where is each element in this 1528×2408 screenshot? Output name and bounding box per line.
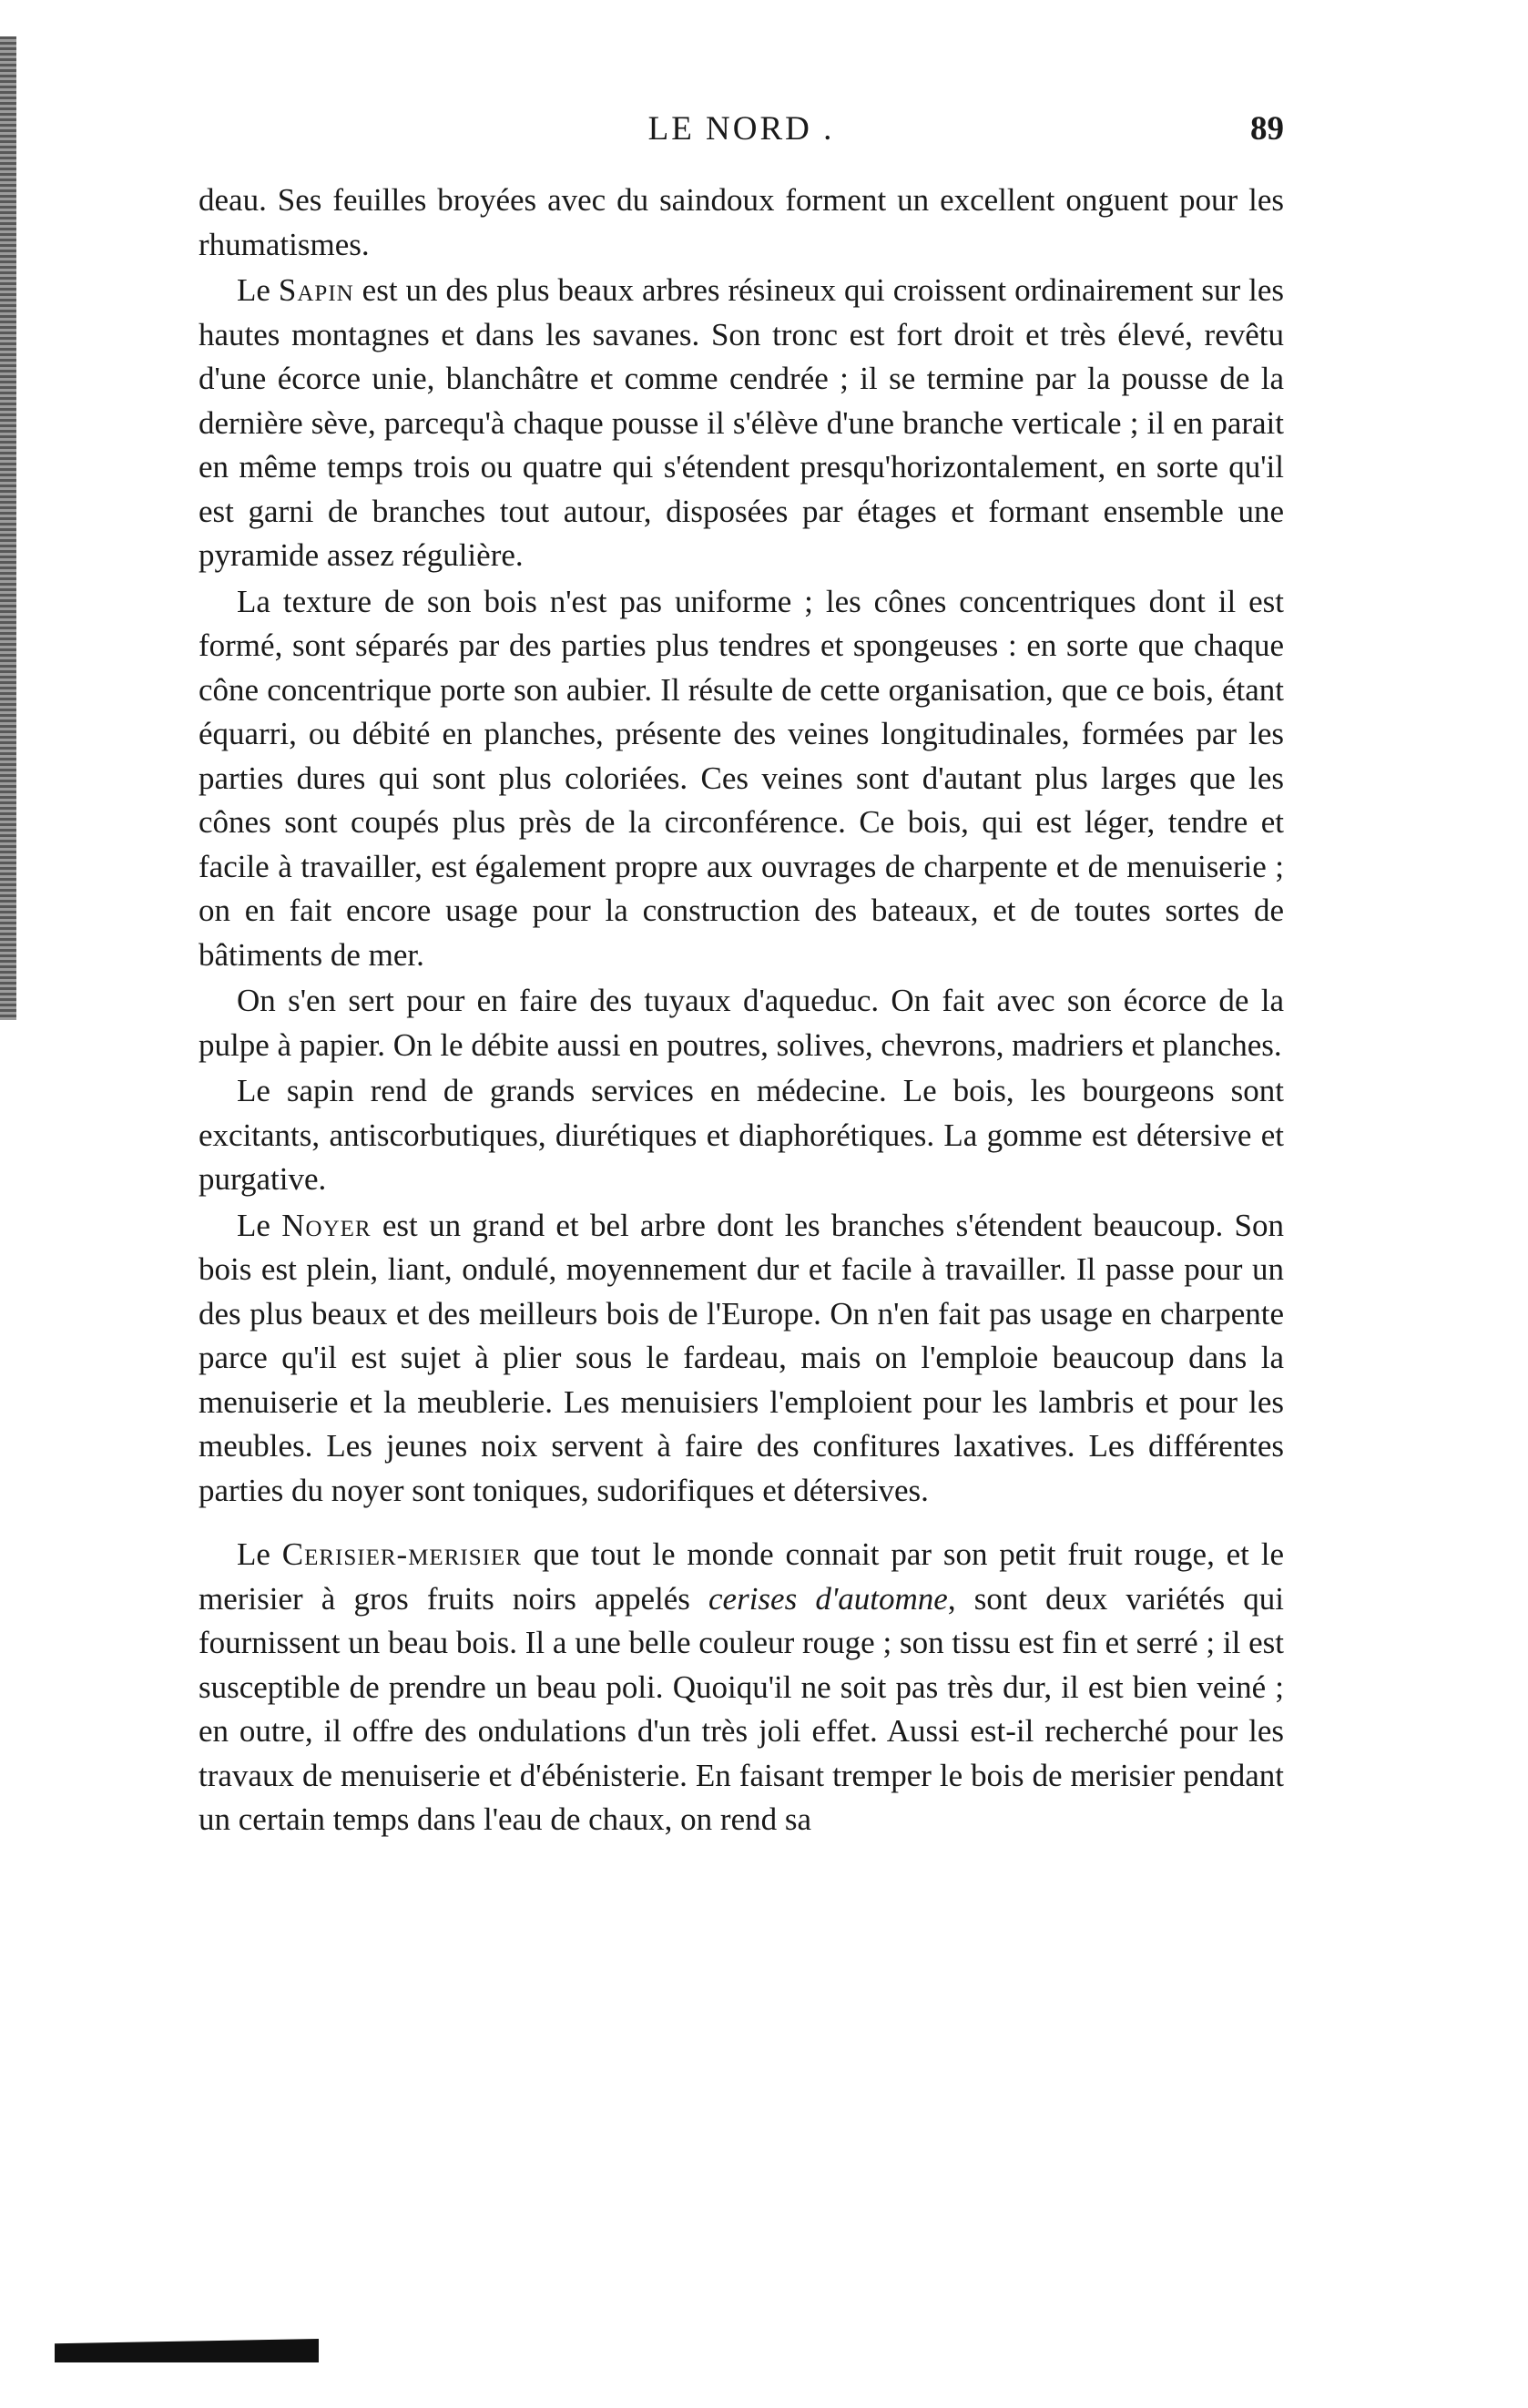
paragraph-text: est un grand et bel arbre dont les branches s'étendent beaucoup. Son bois est plein, liant, ondulé, moyennement dur et facile à travailler. Il passe pour un des plus beaux et des meilleurs bois de l'Europe. On n'en fait pas usage en charpente parce qu'il est sujet à plier sous le fardeau, mais on l'emploie beaucoup dans la menuiserie et la meublerie. Les menuisiers l'emploient pour les lambris et pour les meubles. Les jeunes noix servent à faire des confitures laxatives. Les différentes parties du noyer sont toniques, sudorifiques et détersives. xyxy=(199,1207,1285,1508)
binding-edge-shadow xyxy=(0,36,16,1020)
paragraph-lead: Le xyxy=(237,1207,282,1243)
species-term-noyer: Noyer xyxy=(281,1207,372,1243)
paragraph-onguent xyxy=(199,179,1284,267)
paragraph-texture xyxy=(199,580,1284,978)
paragraph-lead: Le xyxy=(237,1536,282,1572)
paragraph-sapin xyxy=(199,269,1284,578)
paragraph-text: deau. Ses feuilles broyées avec du saindoux forment un excellent onguent pour les rhumatismes. xyxy=(199,182,1284,262)
body-text xyxy=(199,179,1284,1844)
species-term-cerisier: Cerisier-merisier xyxy=(281,1536,522,1572)
page-header xyxy=(199,102,1284,157)
species-term-sapin: Sapin xyxy=(278,272,354,308)
scan-edge-mark xyxy=(55,2339,319,2362)
paragraph-text: La texture de son bois n'est pas uniforme ; les cônes concentriques dont il est formé, sont séparés par des parties plus tendres et spongeuses : en sorte que chaque cône concentrique porte son aubier. Il résulte de cette organisation, que ce bois, étant équarri, ou débité en planches, présente des veines longitudinales, formées par les parties dures qui sont plus coloriées. Ces veines sont d'autant plus larges que les cônes sont coupés plus près de la circonférence. Ce bois, qui est léger, tendre et facile à travailler, est également propre aux ouvrages de charpente et de menuiserie ; on en fait encore usage pour la construction des bateaux, et de toutes sortes de bâtiments de mer. xyxy=(199,583,1284,973)
paragraph-text: est un des plus beaux arbres résineux qui croissent ordinairement sur les hautes montagnes et dans les savanes. Son tronc est fort droit et très élevé, revêtu d'une écorce unie, blanchâtre et comme cendrée ; il se termine par la pousse de la dernière sève, parcequ'à chaque pousse il s'élève d'une branche verticale ; il en parait en même temps trois ou quatre qui s'étendent presqu'horizontalement, en sorte qu'il est garni de branches tout autour, disposées par étages et formant ensemble une pyramide assez régulière. xyxy=(199,272,1284,573)
paragraph-text: On s'en sert pour en faire des tuyaux d'aqueduc. On fait avec son écorce de la pulpe à papier. On le débite aussi en poutres, solives, chevrons, madriers et planches. xyxy=(199,983,1284,1063)
paragraph-text: Le sapin rend de grands services en médecine. Le bois, les bourgeons sont excitants, antiscorbutiques, diurétiques et diaphorétiques. La gomme est détersive et purgative. xyxy=(199,1073,1284,1197)
italic-term: cerises d'automne xyxy=(708,1580,948,1617)
paragraph-lead: Le xyxy=(237,272,279,308)
paragraph-medecine xyxy=(199,1069,1284,1202)
paragraph-text: , sont deux variétés qui fournissent un beau bois. Il a une belle couleur rouge ; son tissu est fin et serré ; il est susceptible de prendre un beau poli. Quoiqu'il ne soit pas très dur, il est bien veiné ; en outre, il offre des ondulations d'un très joli effet. Aussi est-il recherché pour les travaux de menuiserie et d'ébénisterie. En faisant tremper le bois de merisier pendant un certain temps dans l'eau de chaux, on rend sa xyxy=(199,1580,1284,1837)
page-number: 89 xyxy=(1250,110,1284,148)
paragraph-noyer xyxy=(199,1204,1284,1514)
paragraph-text-before-italic: que tout le monde connait par son petit fruit rouge, et le merisier à gros fruits noirs appelés xyxy=(199,1536,1284,1617)
paragraph-usages xyxy=(199,979,1284,1067)
running-title: LE NORD . xyxy=(647,110,835,148)
paragraph-cerisier xyxy=(199,1533,1284,1842)
